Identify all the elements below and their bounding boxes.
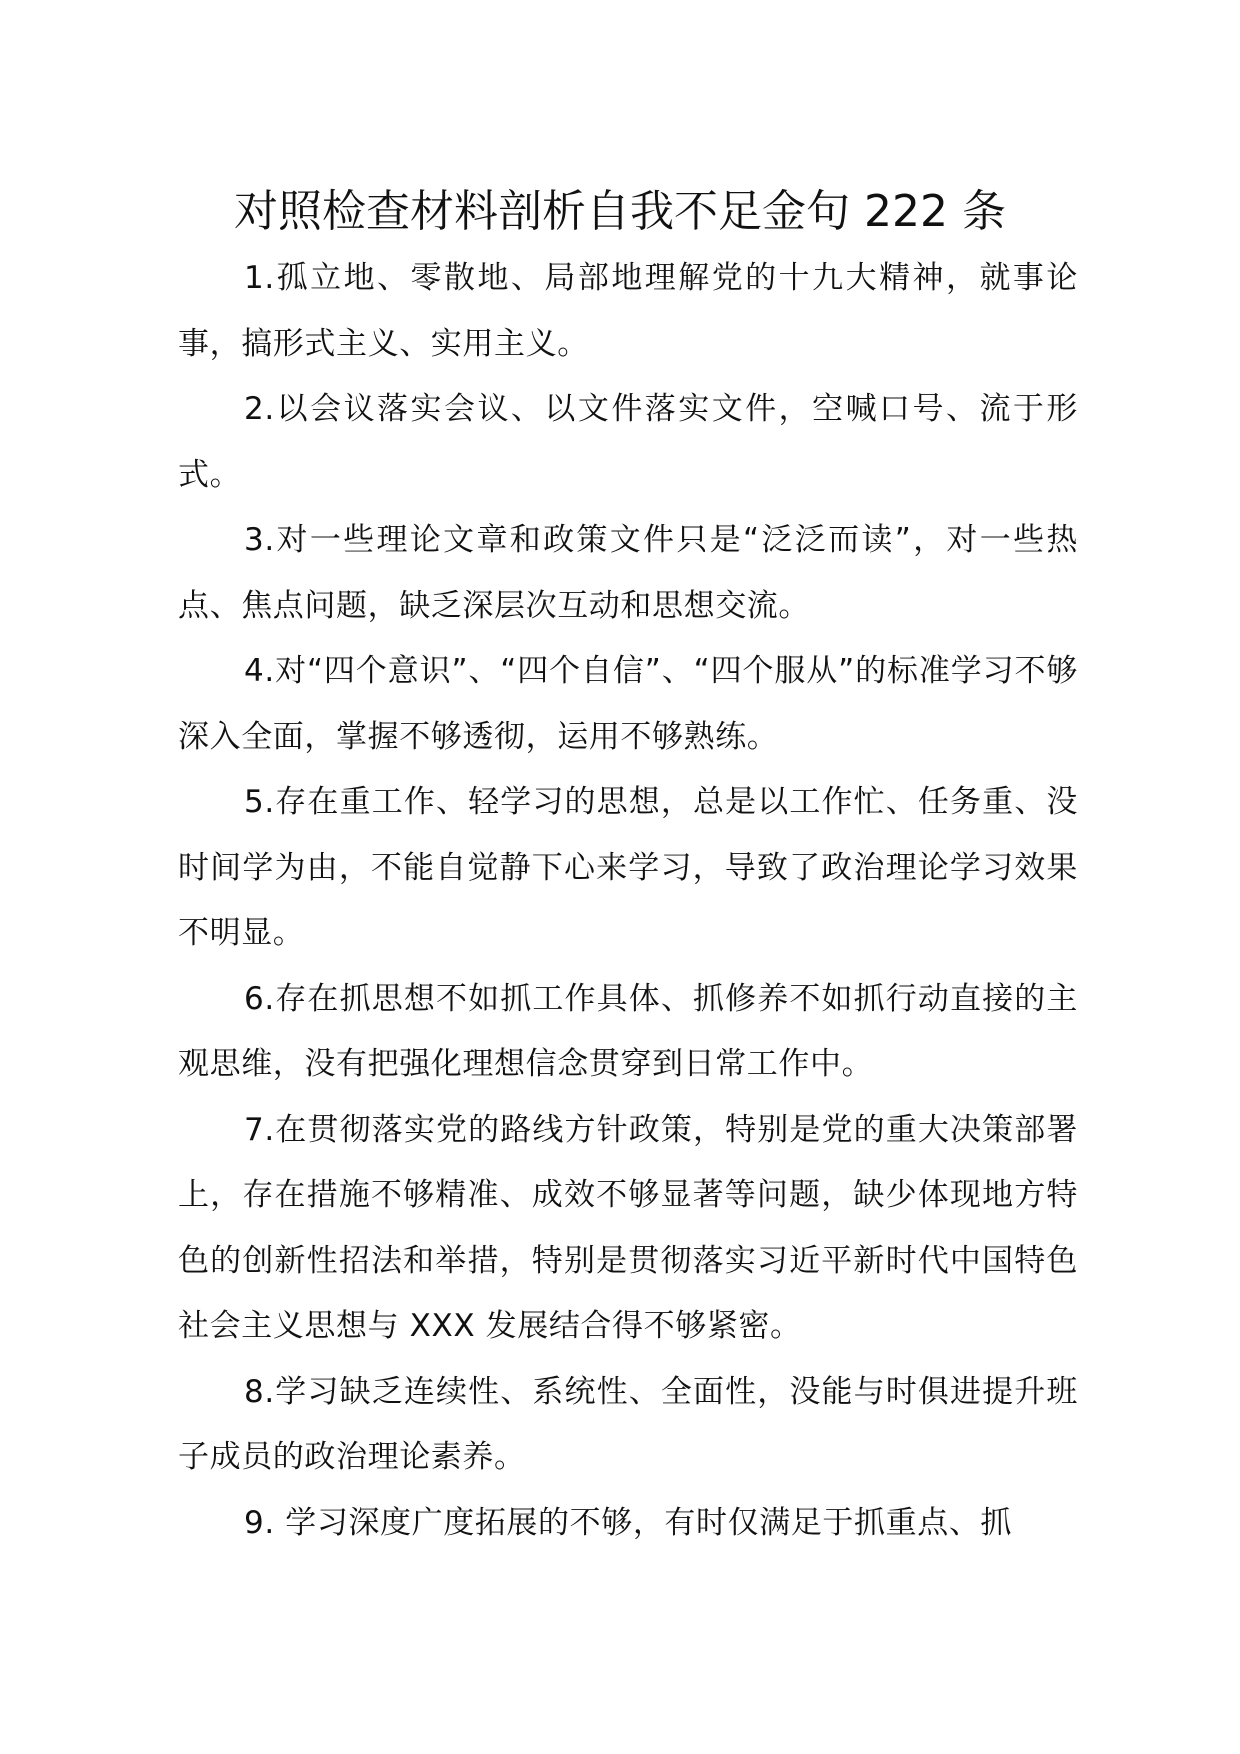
- paragraph-1: 1.孤立地、零散地、局部地理解党的十九大精神，就事论事，搞形式主义、实用主义。: [178, 260, 1078, 362]
- paragraph-6: 6.存在抓思想不如抓工作具体、抓修养不如抓行动直接的主观思维，没有把强化理想信念贯穿到日常工作中。: [178, 980, 1078, 1082]
- paragraph-2: 2.以会议落实会议、以文件落实文件，空喊口号、流于形式。: [178, 391, 1078, 493]
- paragraph-9: 9. 学习深度广度拓展的不够，有时仅满足于抓重点、抓: [244, 1504, 1013, 1541]
- paragraph-8: 8.学习缺乏连续性、系统性、全面性，没能与时俱进提升班子成员的政治理论素养。: [178, 1373, 1078, 1475]
- document-title: 对照检查材料剖析自我不足金句 222 条: [234, 186, 1006, 237]
- paragraph-7: 7.在贯彻落实党的路线方针政策，特别是党的重大决策部署上，存在措施不够精准、成效不够显著等问题，缺少体现地方特色的创新性招法和举措，特别是贯彻落实习近平新时代中国特色社会主义思想与 XXX 发展结合得不够紧密。: [178, 1111, 1078, 1344]
- paragraph-3: 3.对一些理论文章和政策文件只是“泛泛而读”，对一些热点、焦点问题，缺乏深层次互动和思想交流。: [178, 522, 1078, 624]
- document-body: [178, 246, 1078, 1556]
- paragraph-5: 5.存在重工作、轻学习的思想，总是以工作忙、任务重、没时间学为由，不能自觉静下心来学习，导致了政治理论学习效果不明显。: [178, 784, 1078, 951]
- paragraph-4: 4.对“四个意识”、“四个自信”、“四个服从”的标准学习不够深入全面，掌握不够透彻，运用不够熟练。: [178, 653, 1078, 755]
